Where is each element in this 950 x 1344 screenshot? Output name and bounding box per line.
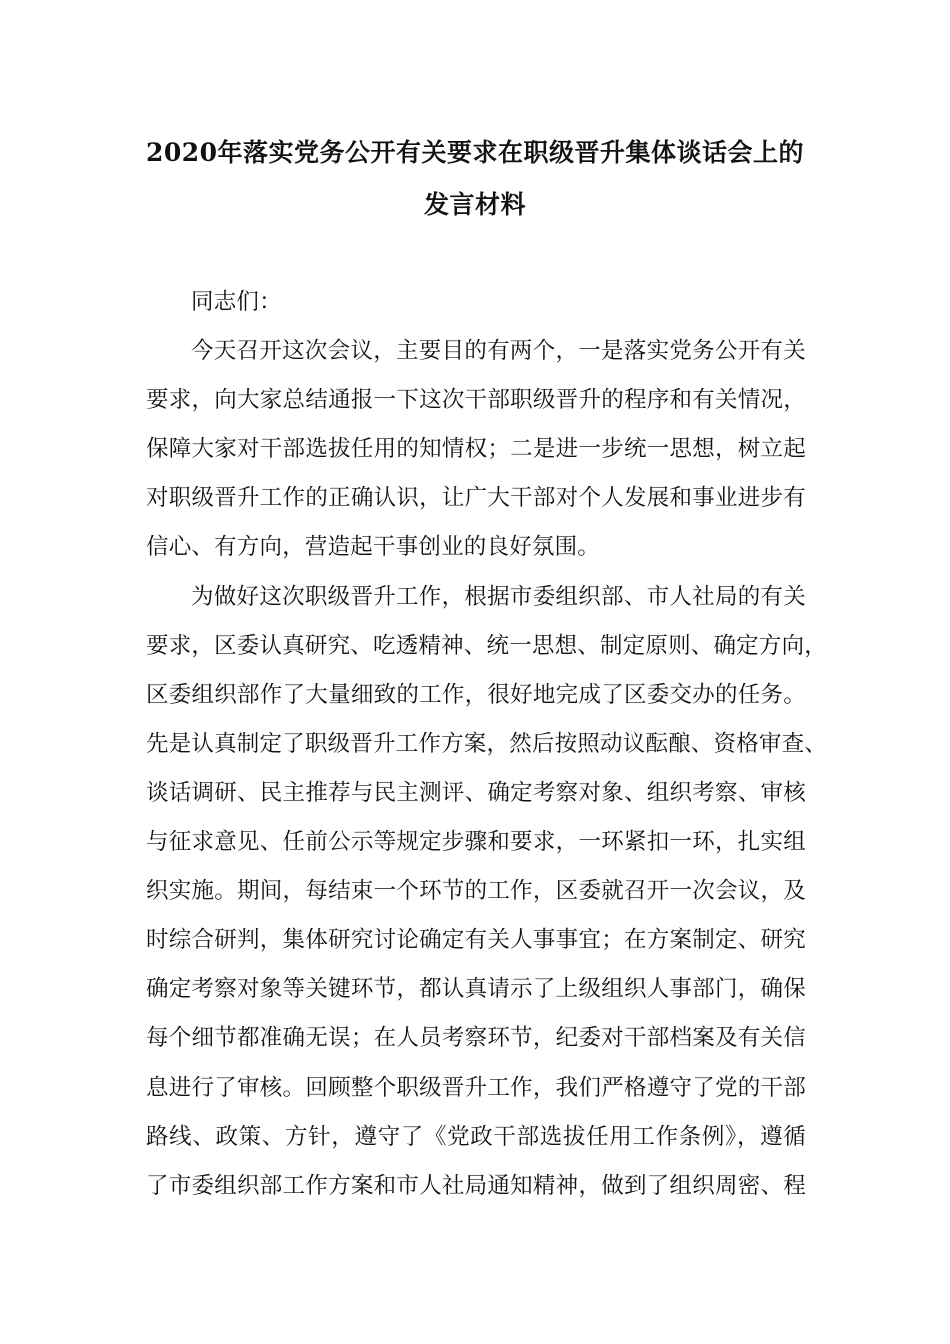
- paragraph-2-line: 时综合研判，集体研究讨论确定有关人事事宜；在方案制定、研究: [146, 927, 806, 954]
- paragraph-2-line: 区委组织部作了大量细致的工作，很好地完成了区委交办的任务。: [146, 681, 806, 708]
- salutation: 同志们：: [191, 289, 282, 315]
- paragraph-2-line: 谈话调研、民主推荐与民主测评、确定考察对象、组织考察、审核: [146, 779, 806, 806]
- paragraph-1-line: 今天召开这次会议，主要目的有两个，一是落实党务公开有关: [191, 338, 806, 365]
- paragraph-2-line: 息进行了审核。回顾整个职级晋升工作，我们严格遵守了党的干部: [146, 1074, 806, 1101]
- paragraph-2-line: 每个细节都准确无误；在人员考察环节，纪委对干部档案及有关信: [146, 1025, 806, 1052]
- paragraph-1-line: 保障大家对干部选拔任用的知情权；二是进一步统一思想，树立起: [146, 436, 806, 463]
- paragraph-2-line: 与征求意见、任前公示等规定步骤和要求，一环紧扣一环，扎实组: [146, 829, 806, 856]
- paragraph-1-line: 要求，向大家总结通报一下这次干部职级晋升的程序和有关情况，: [146, 387, 806, 414]
- paragraph-2-line: 路线、政策、方针，遵守了《党政干部选拔任用工作条例》，遵循: [146, 1123, 806, 1150]
- title-line-2: 发言材料: [423, 190, 526, 219]
- title-line-1: 2020年落实党务公开有关要求在职级晋升集体谈话会上的: [145, 138, 805, 167]
- paragraph-2-line: 先是认真制定了职级晋升工作方案，然后按照动议酝酿、资格审查、: [146, 730, 828, 757]
- paragraph-2-line: 要求，区委认真研究、吃透精神、统一思想、制定原则、确定方向，: [146, 632, 828, 659]
- paragraph-2-line: 为做好这次职级晋升工作，根据市委组织部、市人社局的有关: [191, 583, 806, 610]
- paragraph-2-line: 了市委组织部工作方案和市人社局通知精神，做到了组织周密、程: [146, 1172, 806, 1199]
- paragraph-1-line: 信心、有方向，营造起干事创业的良好氛围。: [146, 534, 601, 561]
- paragraph-1-line: 对职级晋升工作的正确认识，让广大干部对个人发展和事业进步有: [146, 485, 806, 512]
- paragraph-2-line: 织实施。期间，每结束一个环节的工作，区委就召开一次会议，及: [146, 878, 806, 905]
- document-title: [110, 127, 840, 231]
- document-body: [146, 278, 828, 1211]
- paragraph-2-line: 确定考察对象等关键环节，都认真请示了上级组织人事部门，确保: [146, 976, 806, 1003]
